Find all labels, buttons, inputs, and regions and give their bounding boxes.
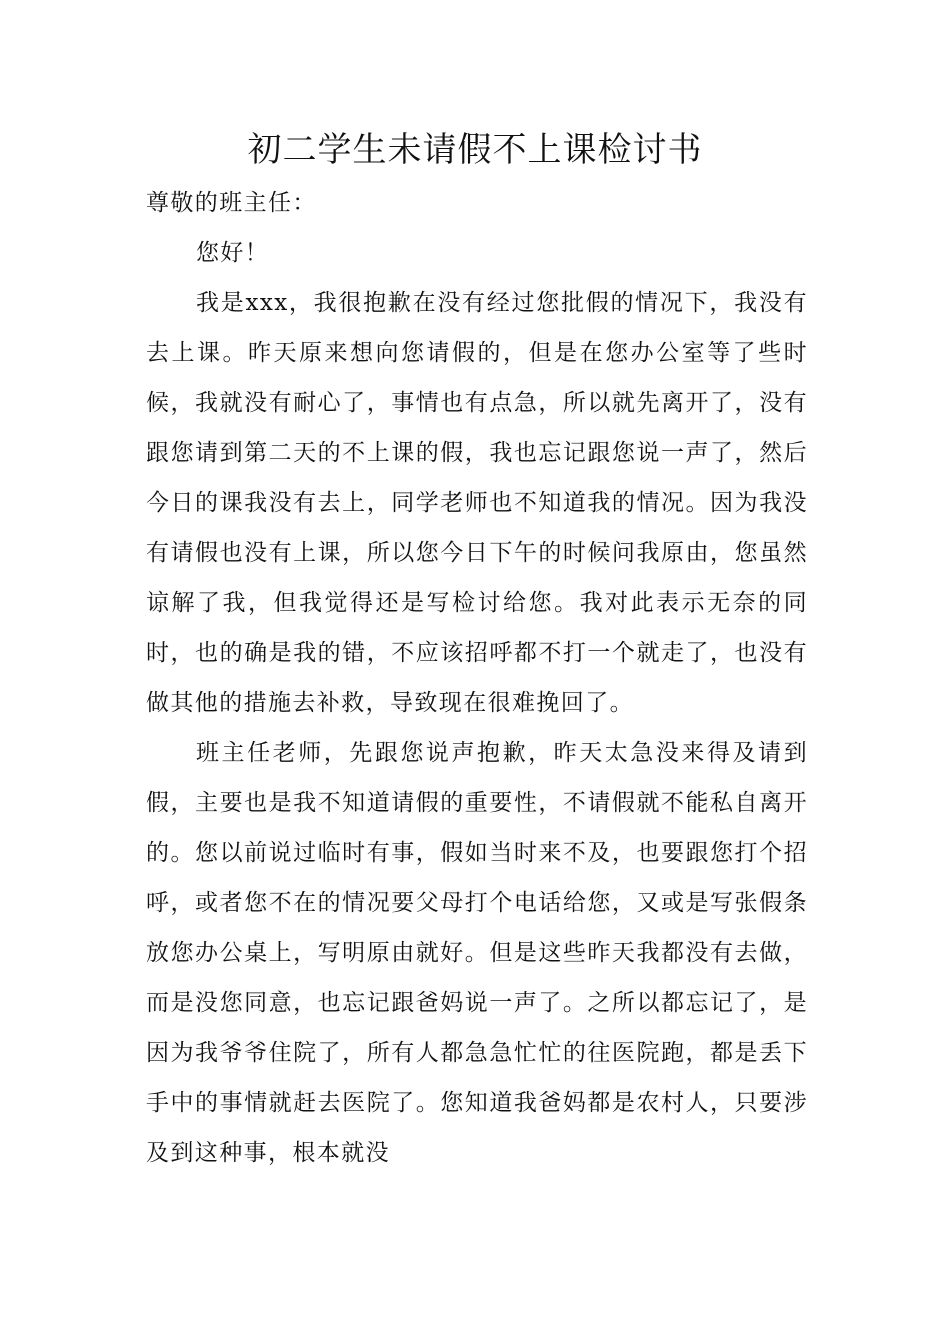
document-body bbox=[146, 178, 808, 1178]
paragraph: 班主任老师，先跟您说声抱歉，昨天太急没来得及请到假，主要也是我不知道请假的重要性，不请假就不能私自离开的。您以前说过临时有事，假如当时来不及，也要跟您打个招呼，或者您不在的情况要父母打个电话给您，又或是写张假条放您办公桌上，写明原由就好。但是这些昨天我都没有去做，而是没您同意，也忘记跟爸妈说一声了。之所以都忘记了，是因为我爷爷住院了，所有人都急急忙忙的往医院跑，都是丢下手中的事情就赶去医院了。您知道我爸妈都是农村人，只要涉及到这种事，根本就没 bbox=[146, 740, 808, 1166]
paragraph: 我是xxx，我很抱歉在没有经过您批假的情况下，我没有去上课。昨天原来想向您请假的，但是在您办公室等了些时候，我就没有耐心了，事情也有点急，所以就先离开了，没有跟您请到第二天的不上课的假，我也忘记跟您说一声了，然后今日的课我没有去上，同学老师也不知道我的情况。因为我没有请假也没有上课，所以您今日下午的时候问我原由，您虽然谅解了我，但我觉得还是写检讨给您。我对此表示无奈的同时，也的确是我的错，不应该招呼都不打一个就走了，也没有做其他的措施去补救，导致现在很难挽回了。 bbox=[146, 290, 808, 716]
document-title: 初二学生未请假不上课检讨书 bbox=[247, 130, 703, 170]
greeting: 您好！ bbox=[196, 240, 270, 266]
salutation: 尊敬的班主任： bbox=[146, 190, 317, 216]
